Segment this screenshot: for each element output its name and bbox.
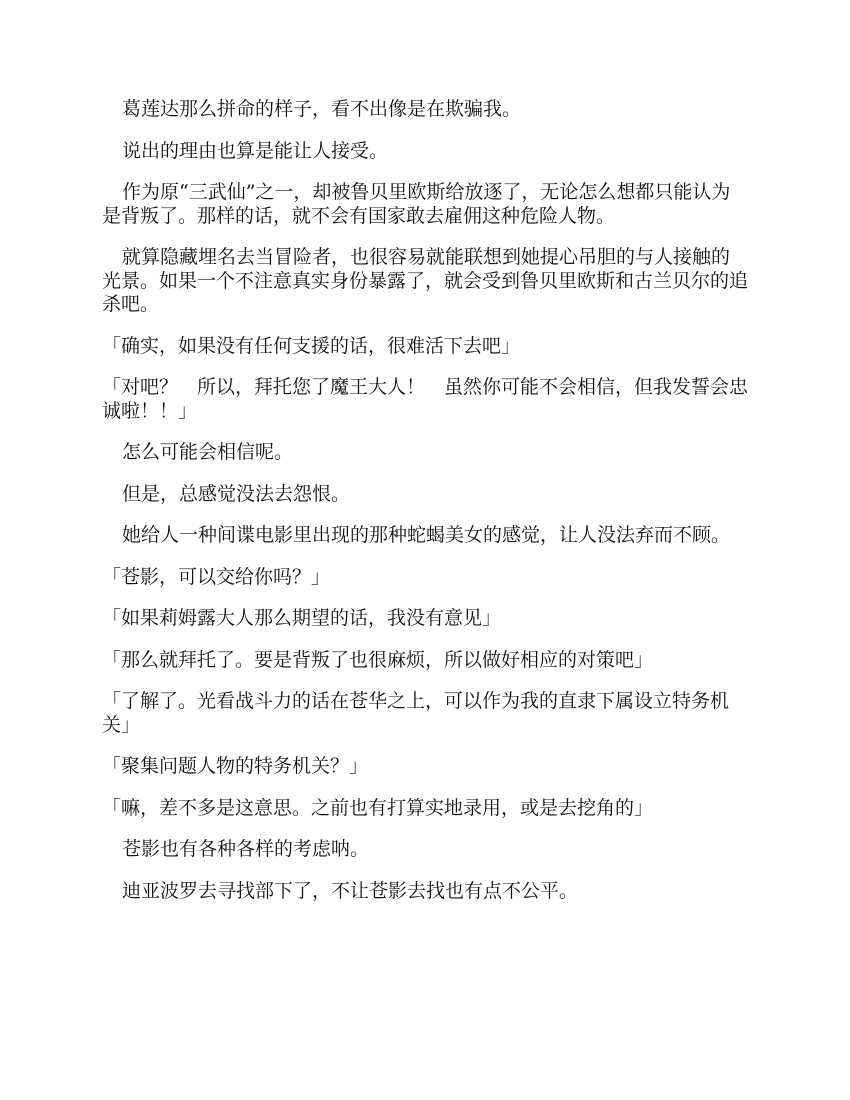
dialogue-line: 「对吧？ 所以，拜托您了魔王大人！ 虽然你可能不会相信，但我发誓会忠诚啦！！」 [102, 376, 749, 422]
narration-paragraph: 但是，总感觉没法去怨恨。 [122, 482, 351, 505]
dialogue-line: 「聚集问题人物的特务机关？」 [102, 755, 369, 777]
dialogue-line: 「了解了。光看战斗力的话在苍华之上，可以作为我的直隶下属设立特务机关」 [102, 690, 730, 736]
dialogue-line: 「那么就拜托了。要是背叛了也很麻烦，所以做好相应的对策吧」 [102, 648, 654, 671]
narration-paragraph: 她给人一种间谍电影里出现的那种蛇蝎美女的感觉，让人没法弃而不顾。 [122, 524, 731, 546]
dialogue-line: 「如果莉姆露大人那么期望的话，我没有意见」 [102, 607, 502, 629]
dialogue-line: 「苍影，可以交给你吗？」 [102, 565, 331, 588]
narration-paragraph: 说出的理由也算是能让人接受。 [122, 139, 389, 162]
narration-paragraph: 苍影也有各种各样的考虑呐。 [122, 838, 370, 860]
dialogue-line: 「确实，如果没有任何支援的话，很难活下去吧」 [102, 334, 521, 357]
narration-paragraph: 就算隐藏埋名去当冒险者，也很容易就能联想到她提心吊胆的与人接触的光景。如果一个不注意真实身份暴露了，就会受到鲁贝里欧斯和古兰贝尔的追杀吧。 [102, 246, 749, 315]
document-page [102, 98, 748, 921]
narration-paragraph: 怎么可能会相信呢。 [122, 441, 294, 463]
narration-paragraph: 葛莲达那么拼命的样子，看不出像是在欺骗我。 [122, 98, 522, 120]
dialogue-line: 「嘛，差不多是这意思。之前也有打算实地录用，或是去挖角的」 [102, 796, 654, 819]
narration-paragraph: 作为原“三武仙”之一，却被鲁贝里欧斯给放逐了，无论怎么想都只能认为是背叛了。那样的话，就不会有国家敢去雇佣这种危险人物。 [102, 181, 731, 227]
narration-paragraph: 迪亚波罗去寻找部下了，不让苍影去找也有点不公平。 [122, 879, 579, 902]
